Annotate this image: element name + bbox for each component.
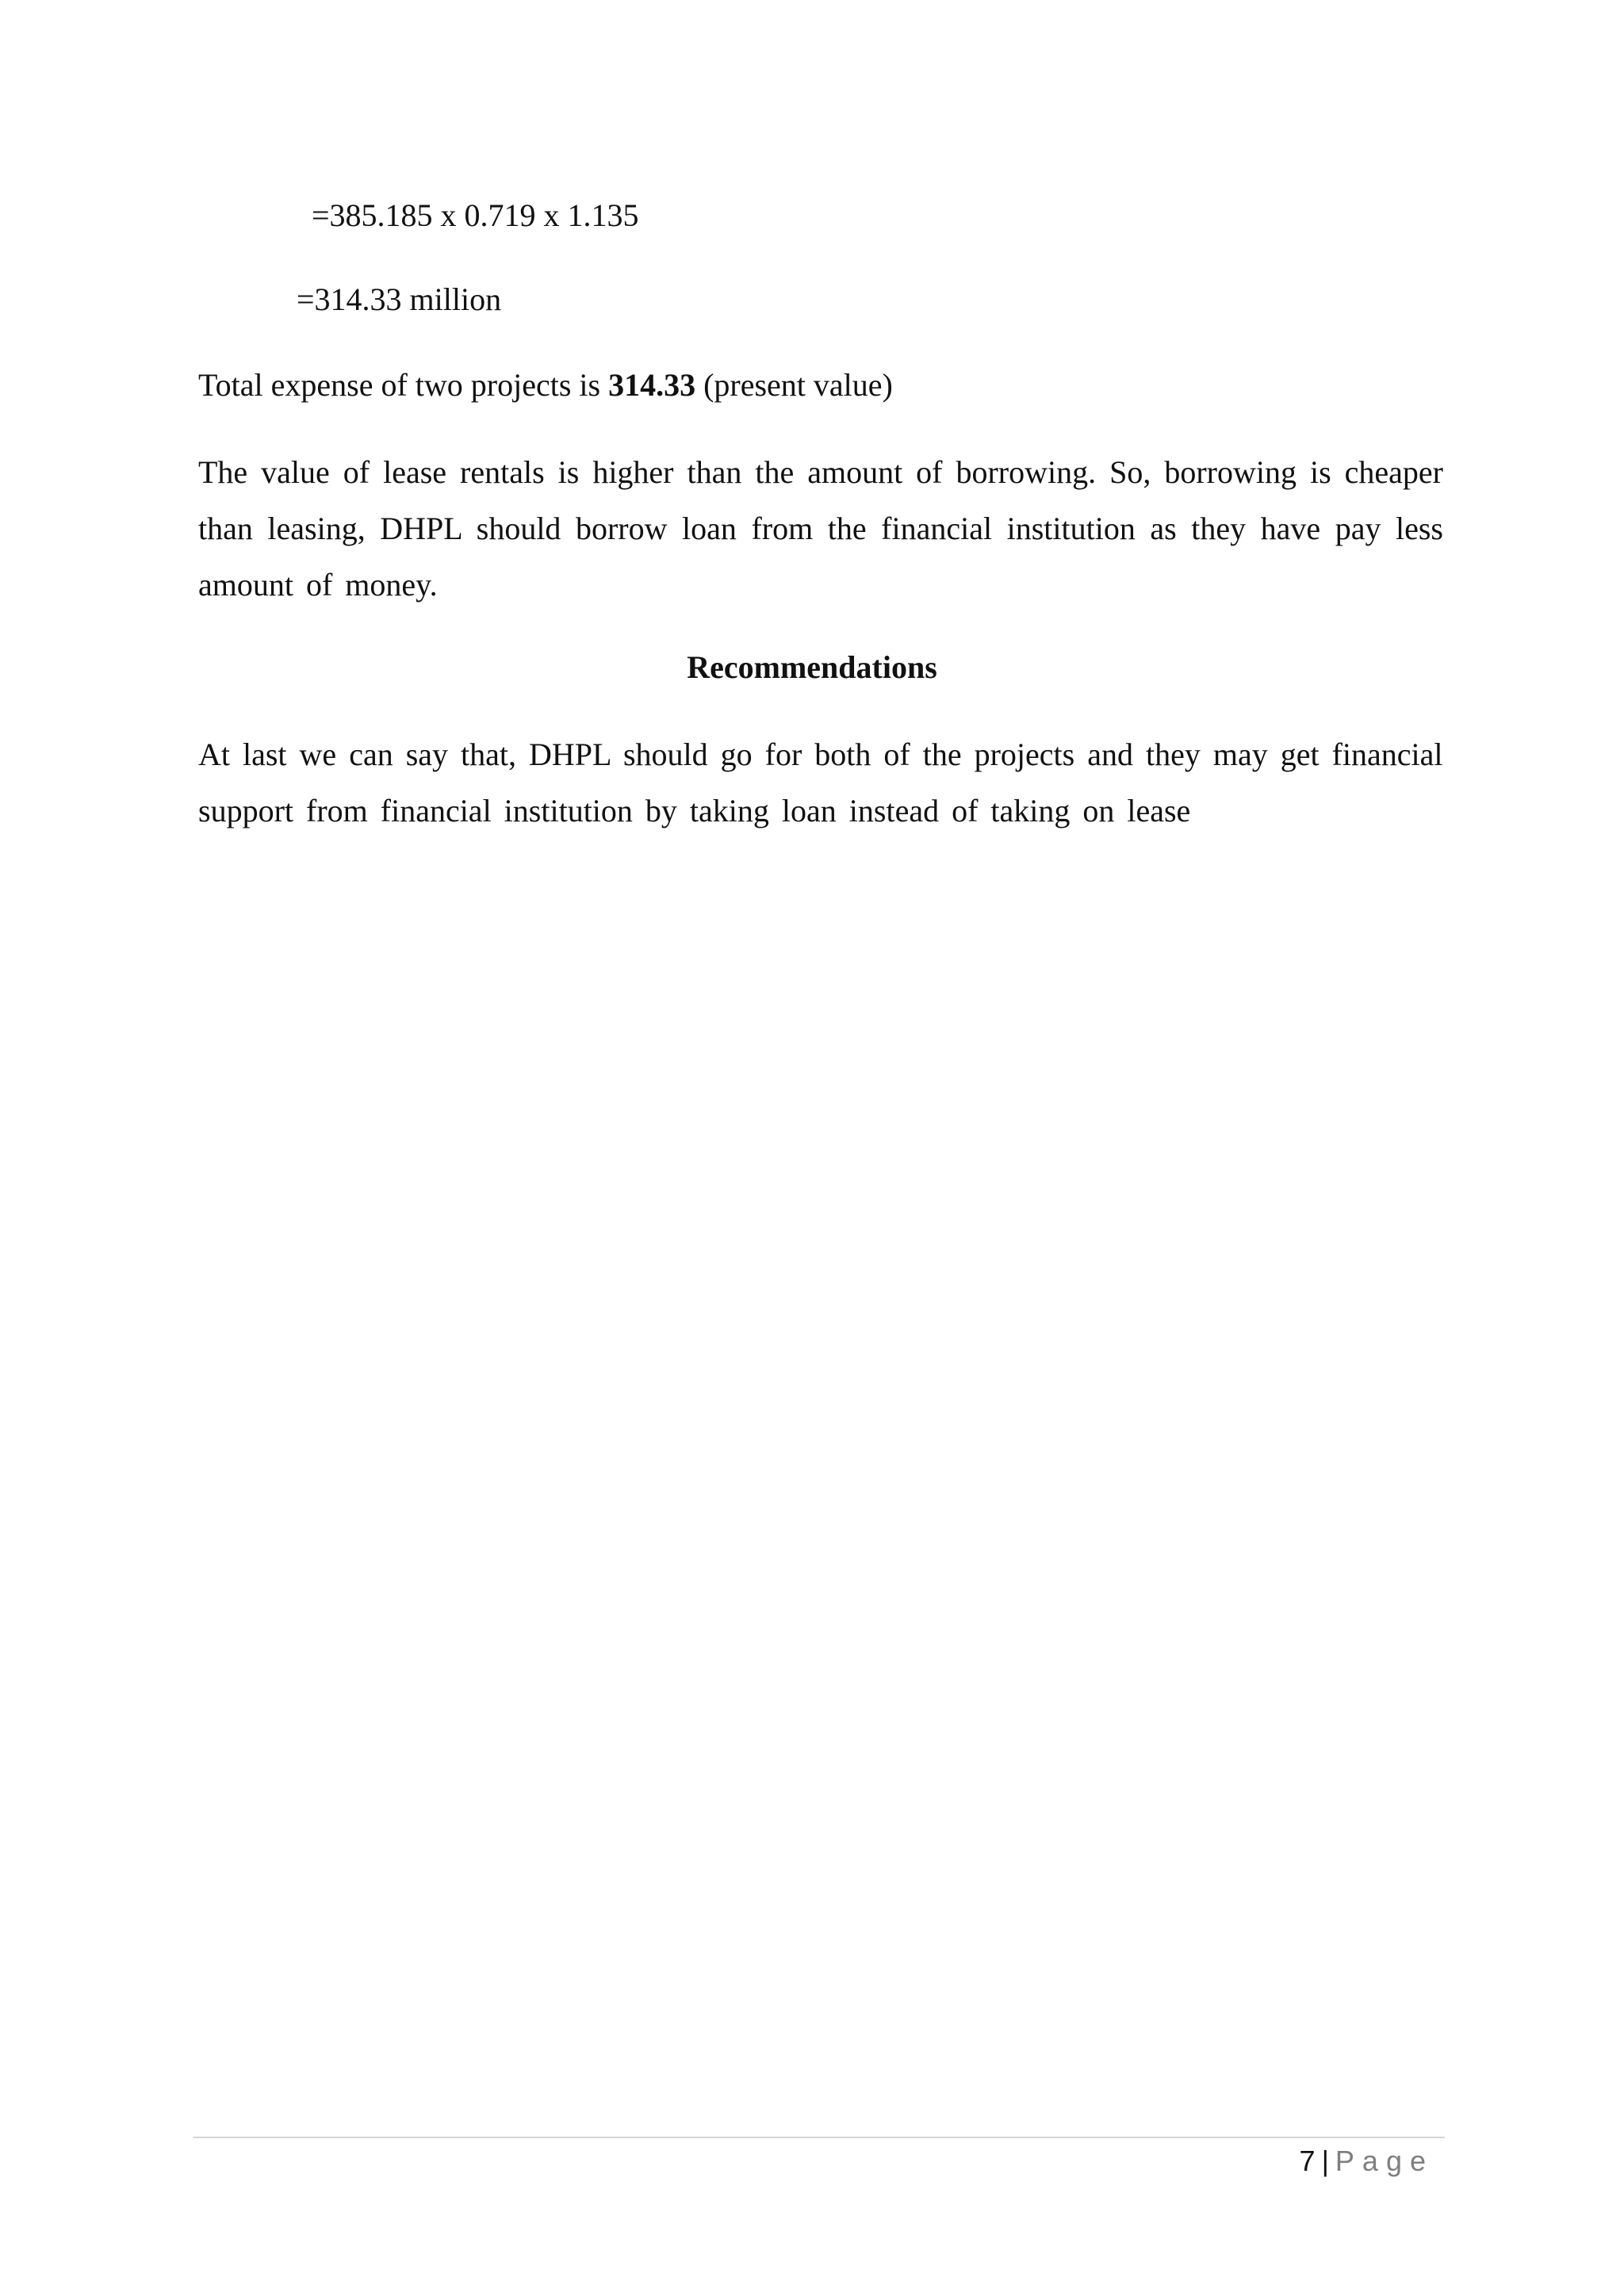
recommendations-heading: Recommendations — [687, 649, 937, 685]
formula-line-1: =385.185 x 0.719 x 1.135 — [312, 197, 639, 233]
total-expense-prefix: Total expense of two projects is — [198, 367, 609, 403]
total-expense-line — [198, 366, 893, 404]
formula-line-2: =314.33 million — [297, 281, 502, 317]
page-footer — [1300, 2142, 1434, 2180]
page-number: 7 — [1299, 2145, 1316, 2177]
recommendations-paragraph: At last we can say that, DHPL should go for both of the projects and they may get financial support from financial institution by taking loan instead of taking on lease — [198, 737, 1443, 828]
footer-separator: | — [1321, 2145, 1329, 2177]
footer-divider — [193, 2137, 1445, 2138]
total-expense-value: 314.33 — [608, 367, 696, 403]
total-expense-suffix: (present value) — [695, 367, 893, 403]
page-label: Page — [1335, 2145, 1434, 2177]
lease-vs-borrow-paragraph: The value of lease rentals is higher than the amount of borrowing. So, borrowing is cheaper than leasing, DHPL should borrow loan from the financial institution as they have pay less amount of money. — [198, 454, 1443, 603]
